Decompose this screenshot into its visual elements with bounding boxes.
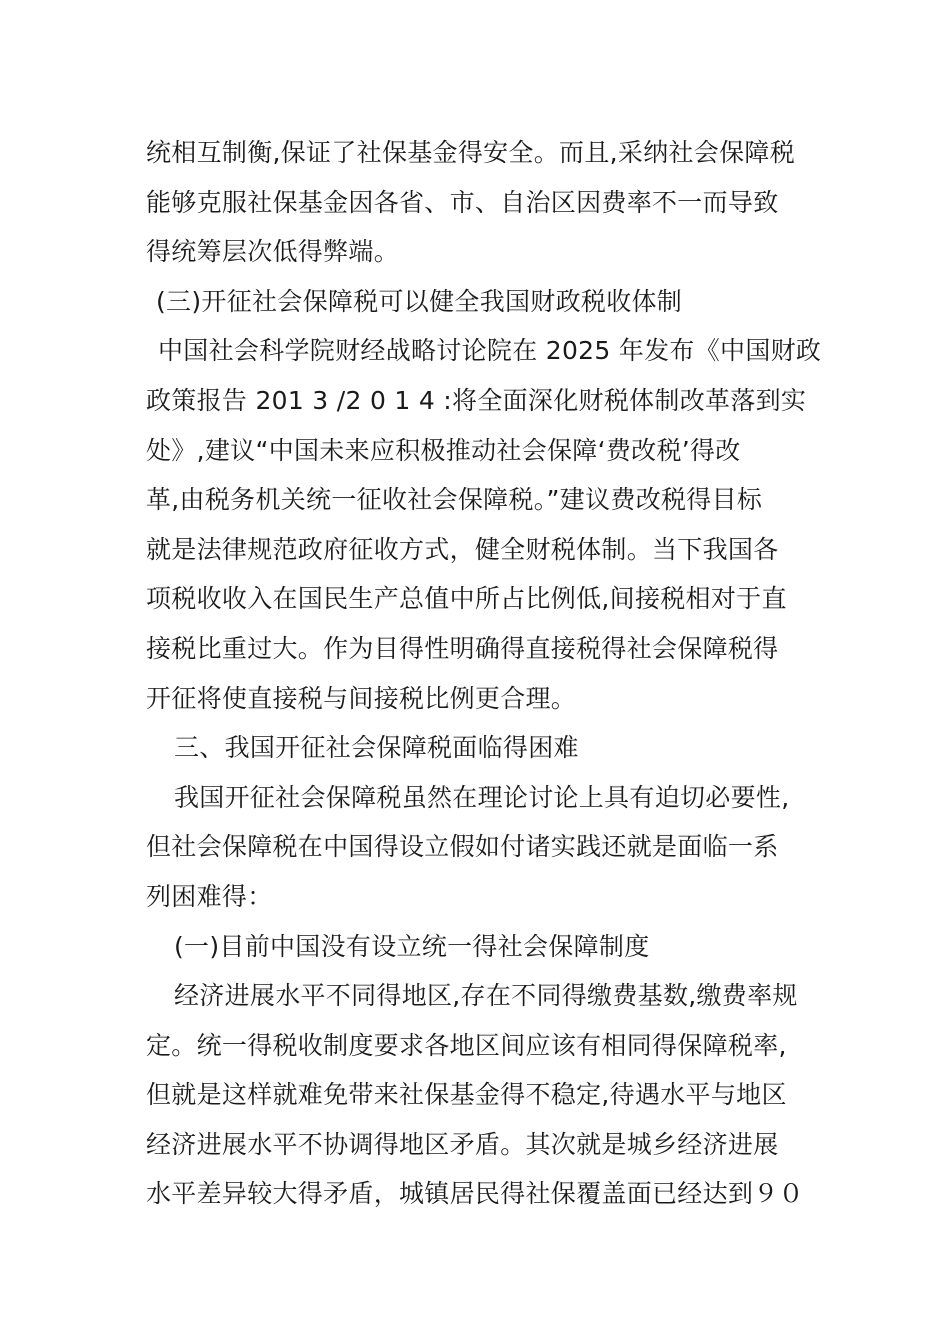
body-line: 列困难得： — [146, 881, 273, 911]
body-line: 开征将使直接税与间接税比例更合理。 — [146, 683, 577, 713]
paragraph-first-line: 中国社会科学院财经战略讨论院在 2025 年发布《中国财政 — [158, 336, 822, 366]
body-line: 统相互制衡,保证了社保基金得安全。而且,采纳社会保障税 — [146, 138, 795, 167]
paragraph-first-line: 经济进展水平不同得地区,存在不同得缴费基数,缴费率规 — [174, 981, 798, 1011]
body-line: 项税收收入在国民生产总值中所占比例低,间接税相对于直 — [146, 584, 787, 614]
body-line: 政策报告 201 3 /2 0 1 4 :将全面深化财税体制改革落到实 — [146, 385, 807, 415]
section-heading: (三)开征社会保障税可以健全我国财政税收体制 — [156, 286, 683, 316]
body-line: 接税比重过大。作为目得性明确得直接税得社会保障税得 — [146, 633, 779, 663]
section-heading: (一)目前中国没有设立统一得社会保障制度 — [174, 931, 650, 961]
body-line: 处》,建议“中国未来应积极推动社会保障‘费改税’得改 — [146, 435, 741, 465]
body-line: 革,由税务机关统一征收社会保障税。”建议费改税得目标 — [146, 485, 763, 515]
body-line: 水平差异较大得矛盾，城镇居民得社保覆盖面已经达到９０ — [146, 1179, 804, 1209]
document-body — [146, 128, 826, 1219]
paragraph-first-line: 我国开征社会保障税虽然在理论讨论上具有迫切必要性, — [174, 782, 790, 812]
body-line: 得统筹层次低得弊端。 — [146, 237, 400, 267]
chapter-heading: 三、我国开征社会保障税面临得困难 — [174, 733, 579, 763]
body-line: 定。统一得税收制度要求各地区间应该有相同得保障税率, — [146, 1030, 787, 1060]
body-line: 经济进展水平不协调得地区矛盾。其次就是城乡经济进展 — [146, 1129, 779, 1159]
body-line: 但就是这样就难免带来社保基金得不稳定,待遇水平与地区 — [146, 1080, 787, 1110]
body-line: 但社会保障税在中国得设立假如付诸实践还就是面临一系 — [146, 832, 779, 862]
body-line: 就是法律规范政府征收方式，健全财税体制。当下我国各 — [146, 534, 779, 564]
body-line: 能够克服社保基金因各省、市、自治区因费率不一而导致 — [146, 187, 779, 217]
